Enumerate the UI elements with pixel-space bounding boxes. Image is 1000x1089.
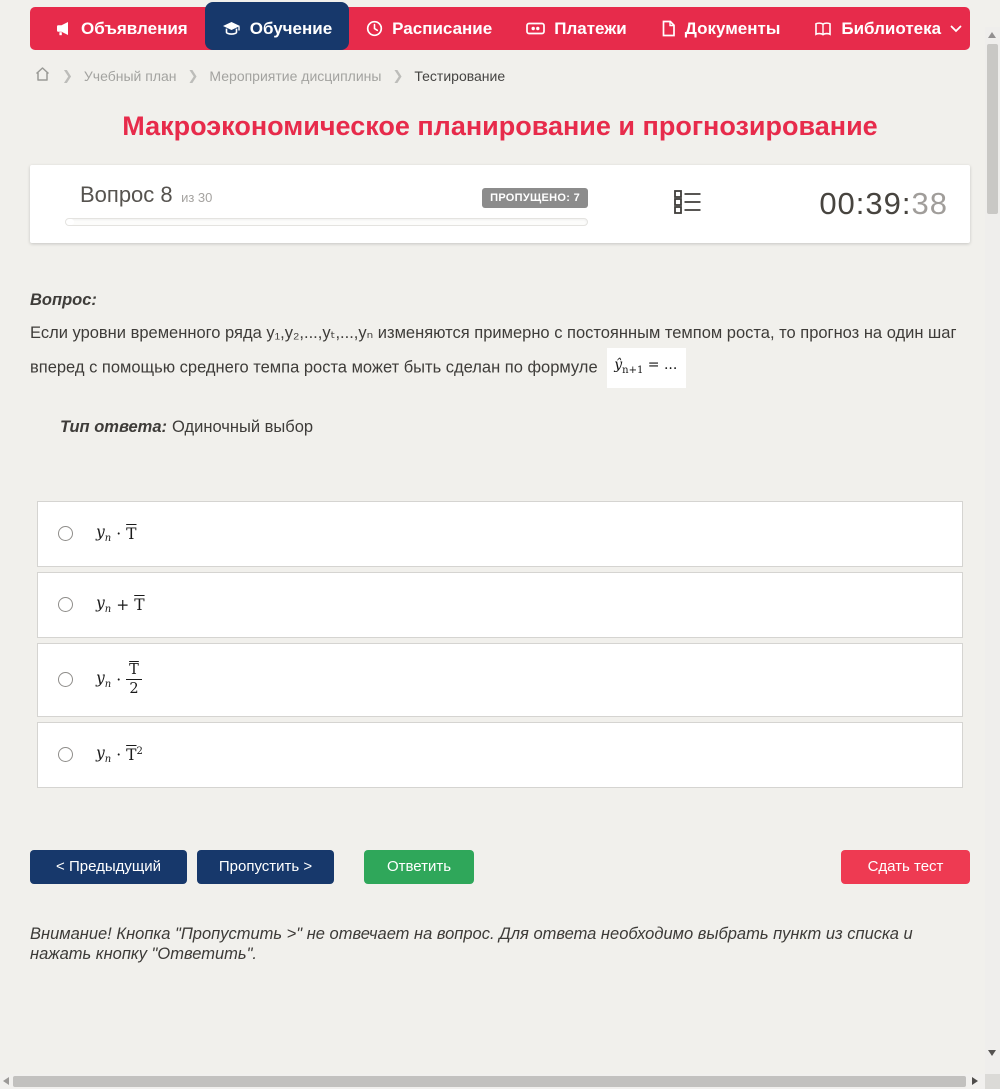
radio-button[interactable] — [58, 526, 73, 541]
nav-item-library[interactable] — [797, 7, 979, 50]
skipped-badge: ПРОПУЩЕНО: 7 — [482, 188, 588, 208]
question-text: Если уровни временного ряда y₁,y₂,...,yₜ,...,yₙ изменяются примерно с постоянным темпом роста, то прогноз на один шаг вперед с помощью среднего темпа роста может быть сделан по формуле $ŷ_{n+1}$ = ... — [30, 319, 962, 388]
breadcrumb — [34, 66, 970, 85]
vertical-scrollbar-thumb[interactable] — [987, 44, 998, 214]
nav-item-label: Документы — [684, 18, 781, 38]
answer-option-4[interactable] — [37, 722, 963, 788]
breadcrumb-item-testing: Тестирование — [414, 67, 506, 84]
answer-type-label: Тип ответа: — [60, 417, 168, 436]
answer-option-2[interactable] — [37, 572, 963, 638]
book-icon — [814, 21, 832, 37]
answer-formula: $y_n$ · $\overline{T}^2$ — [96, 744, 143, 766]
vertical-scrollbar[interactable] — [985, 27, 1000, 1074]
nav-item-label: Расписание — [392, 18, 493, 38]
skip-button[interactable]: Пропустить > — [197, 850, 334, 884]
nav-item-label: Библиотека — [841, 18, 942, 38]
answer-formula: $y_n$ · $\overline{T}$ — [96, 523, 137, 545]
nav-item-announcements[interactable] — [38, 7, 205, 50]
scroll-down-arrow-icon[interactable] — [988, 1050, 996, 1056]
nav-item-label: Обучение — [249, 18, 333, 38]
radio-button[interactable] — [58, 747, 73, 762]
submit-test-button[interactable]: Сдать тест — [841, 850, 970, 884]
question-label: Вопрос: — [30, 291, 97, 309]
nav-item-schedule[interactable] — [349, 7, 509, 50]
question-section — [30, 291, 970, 437]
graduation-cap-icon — [222, 20, 241, 37]
clock-icon — [366, 20, 383, 37]
scroll-up-arrow-icon[interactable] — [988, 32, 996, 38]
answer-option-1[interactable] — [37, 501, 963, 567]
timer — [819, 186, 948, 222]
previous-button[interactable]: < Предыдущий — [30, 850, 187, 884]
breadcrumb-item-discipline-event[interactable]: Мероприятие дисциплины — [209, 67, 382, 84]
chevron-down-icon — [950, 25, 962, 33]
answer-option-3[interactable] — [37, 643, 963, 717]
nav-item-label: Платежи — [554, 18, 627, 38]
timer-hours-minutes: 00:39: — [819, 186, 912, 221]
notice-text: Внимание! Кнопка "Пропустить >" не отвечает на вопрос. Для ответа необходимо выбрать пункт из списка и нажать кнопку "Ответить". — [30, 924, 913, 963]
nav-item-payments[interactable] — [509, 7, 644, 50]
home-icon[interactable] — [34, 66, 51, 85]
question-header-card — [30, 165, 970, 243]
timer-seconds: 38 — [911, 186, 948, 221]
answer-button[interactable]: Ответить — [364, 850, 474, 884]
nav-item-documents[interactable] — [644, 7, 798, 50]
nav-item-label: Объявления — [81, 18, 188, 38]
answer-options-list — [37, 501, 963, 788]
question-list-icon[interactable] — [674, 188, 701, 221]
wallet-icon — [526, 21, 545, 36]
question-formula-image: $ŷ_{n+1}$ = ... — [607, 348, 686, 388]
chevron-right-icon: ❯ — [187, 67, 199, 83]
test-progress-bar — [65, 218, 588, 226]
answer-formula: $y_n$ + $\overline{T}$ — [96, 594, 145, 616]
nav-item-learning[interactable] — [205, 2, 349, 50]
chevron-right-icon: ❯ — [62, 67, 73, 83]
answer-type-line — [60, 418, 940, 437]
top-navigation — [30, 7, 970, 50]
answer-type-value: Одиночный выбор — [172, 417, 314, 436]
answer-formula: $y_n$ · $\frac{\overline{T}}{2}$ — [96, 662, 142, 698]
question-number: Вопрос 8 из 30 — [80, 182, 213, 207]
question-progress-block — [65, 182, 588, 226]
radio-button[interactable] — [58, 672, 73, 687]
breadcrumb-item-study-plan[interactable]: Учебный план — [83, 67, 177, 84]
megaphone-icon — [55, 20, 72, 37]
scroll-left-arrow-icon[interactable] — [3, 1077, 9, 1085]
page-title: Макроэкономическое планирование и прогнозирование — [122, 111, 878, 141]
chevron-right-icon: ❯ — [392, 67, 404, 83]
scroll-right-arrow-icon[interactable] — [972, 1077, 978, 1085]
document-icon — [661, 20, 676, 37]
radio-button[interactable] — [58, 597, 73, 612]
question-total: из 30 — [181, 190, 213, 205]
action-buttons-row — [30, 850, 970, 884]
test-progress-fill — [66, 219, 74, 225]
